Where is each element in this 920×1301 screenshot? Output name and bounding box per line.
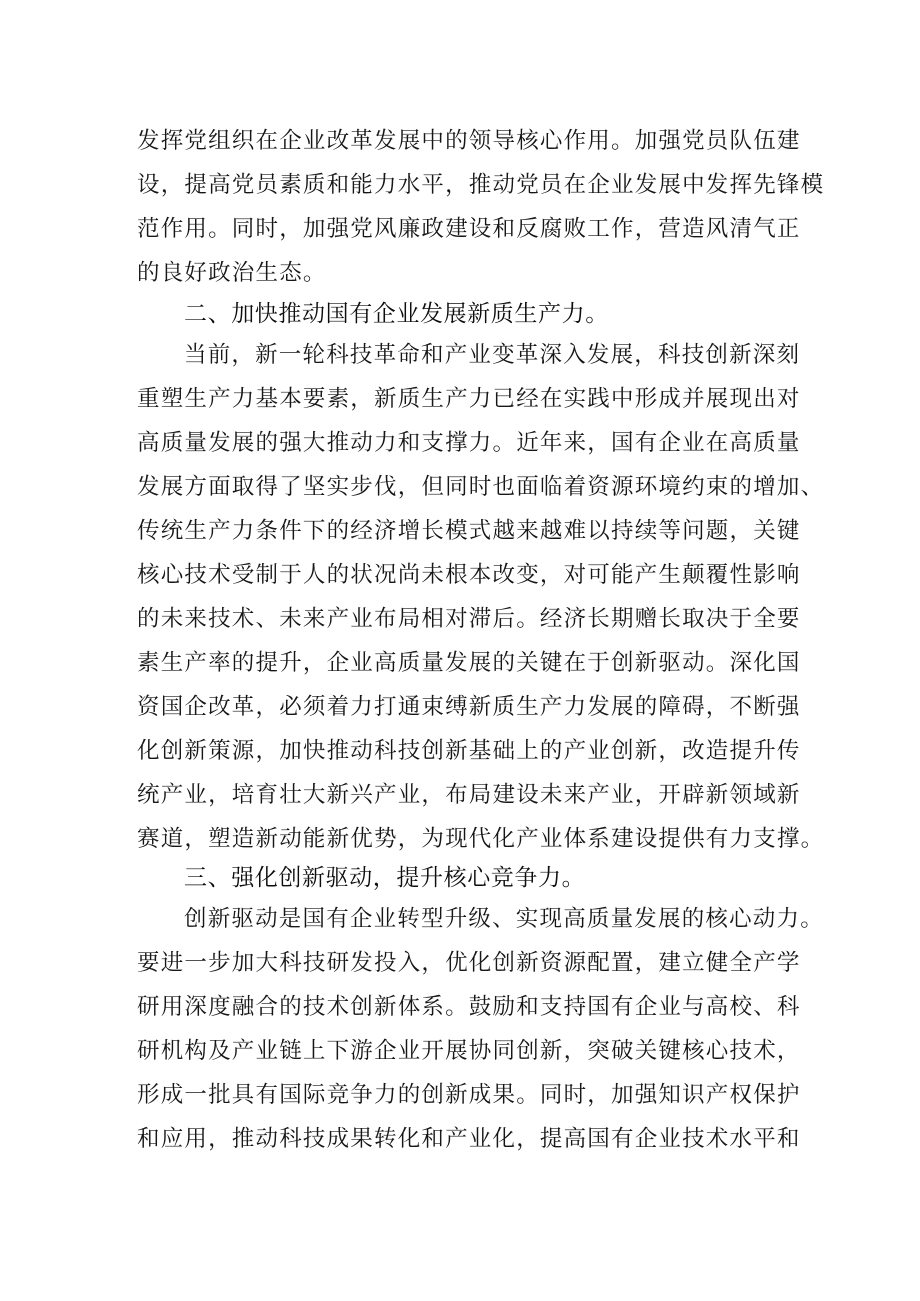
- paragraph-2-line-7: 的未来技术、未来产业布局相对滞后。经济长期赠长取决于全要: [137, 606, 801, 632]
- paragraph-3-line-5: 形成一批具有国际竞争力的创新成果。同时，加强知识产权保护: [137, 1082, 801, 1108]
- paragraph-2-line-10: 化创新策源，加快推动科技创新基础上的产业创新，改造提升传: [137, 738, 801, 764]
- paragraph-2-line-1: 当前，新一轮科技革命和产业变革深入发展，科技创新深刻: [184, 342, 801, 368]
- paragraph-2-line-2: 重塑生产力基本要素，新质生产力已经在实践中形成并展现出对: [137, 386, 801, 412]
- paragraph-3-line-1: 创新驱动是国有企业转型升级、实现高质量发展的核心动力。: [184, 906, 824, 932]
- paragraph-3-line-3: 研用深度融合的技术创新体系。鼓励和支持国有企业与高校、科: [137, 994, 801, 1020]
- paragraph-2-line-3: 高质量发展的强大推动力和支撑力。近年来，国有企业在高质量: [137, 430, 801, 456]
- paragraph-1-line-1: 发挥党组织在企业改革发展中的领导核心作用。加强党员队伍建: [137, 128, 801, 154]
- section-heading-2: 二、加快推动国有企业发展新质生产力。: [184, 301, 609, 327]
- section-heading-3: 三、强化创新驱动，提升核心竞争力。: [184, 865, 586, 891]
- paragraph-1-line-3: 范作用。同时，加强党风廉政建设和反腐败工作，营造风清气正: [137, 216, 801, 242]
- paragraph-2-line-12: 赛道，塑造新动能新优势，为现代化产业体系建设提供有力支撑。: [137, 826, 825, 852]
- paragraph-2-line-6: 核心技术受制于人的状况尚未根本改变，对可能产生颠覆性影响: [137, 562, 801, 588]
- paragraph-1-line-2: 设，提高党员素质和能力水平，推动党员在企业发展中发挥先锋模: [137, 172, 825, 198]
- paragraph-2-line-11: 统产业，培育壮大新兴产业，布局建设未来产业，开辟新领域新: [137, 782, 801, 808]
- paragraph-1-line-4: 的良好政治生态。: [137, 260, 327, 286]
- paragraph-3-line-4: 研机构及产业链上下游企业开展协同创新，突破关键核心技术，: [137, 1038, 801, 1064]
- paragraph-2-line-4: 发展方面取得了坚实步伐，但同时也面临着资源环境约束的增加、: [137, 474, 825, 500]
- paragraph-3-line-2: 要进一步加大科技研发投入，优化创新资源配置，建立健全产学: [137, 950, 801, 976]
- paragraph-3-line-6: 和应用，推动科技成果转化和产业化，提高国有企业技术水平和: [137, 1126, 801, 1152]
- paragraph-2-line-5: 传统生产力条件下的经济增长模式越来越难以持续等问题，关键: [137, 518, 801, 544]
- paragraph-2-line-9: 资国企改革，必须着力打通束缚新质生产力发展的障碍，不断强: [137, 694, 801, 720]
- paragraph-2-line-8: 素生产率的提升，企业高质量发展的关键在于创新驱动。深化国: [137, 650, 801, 676]
